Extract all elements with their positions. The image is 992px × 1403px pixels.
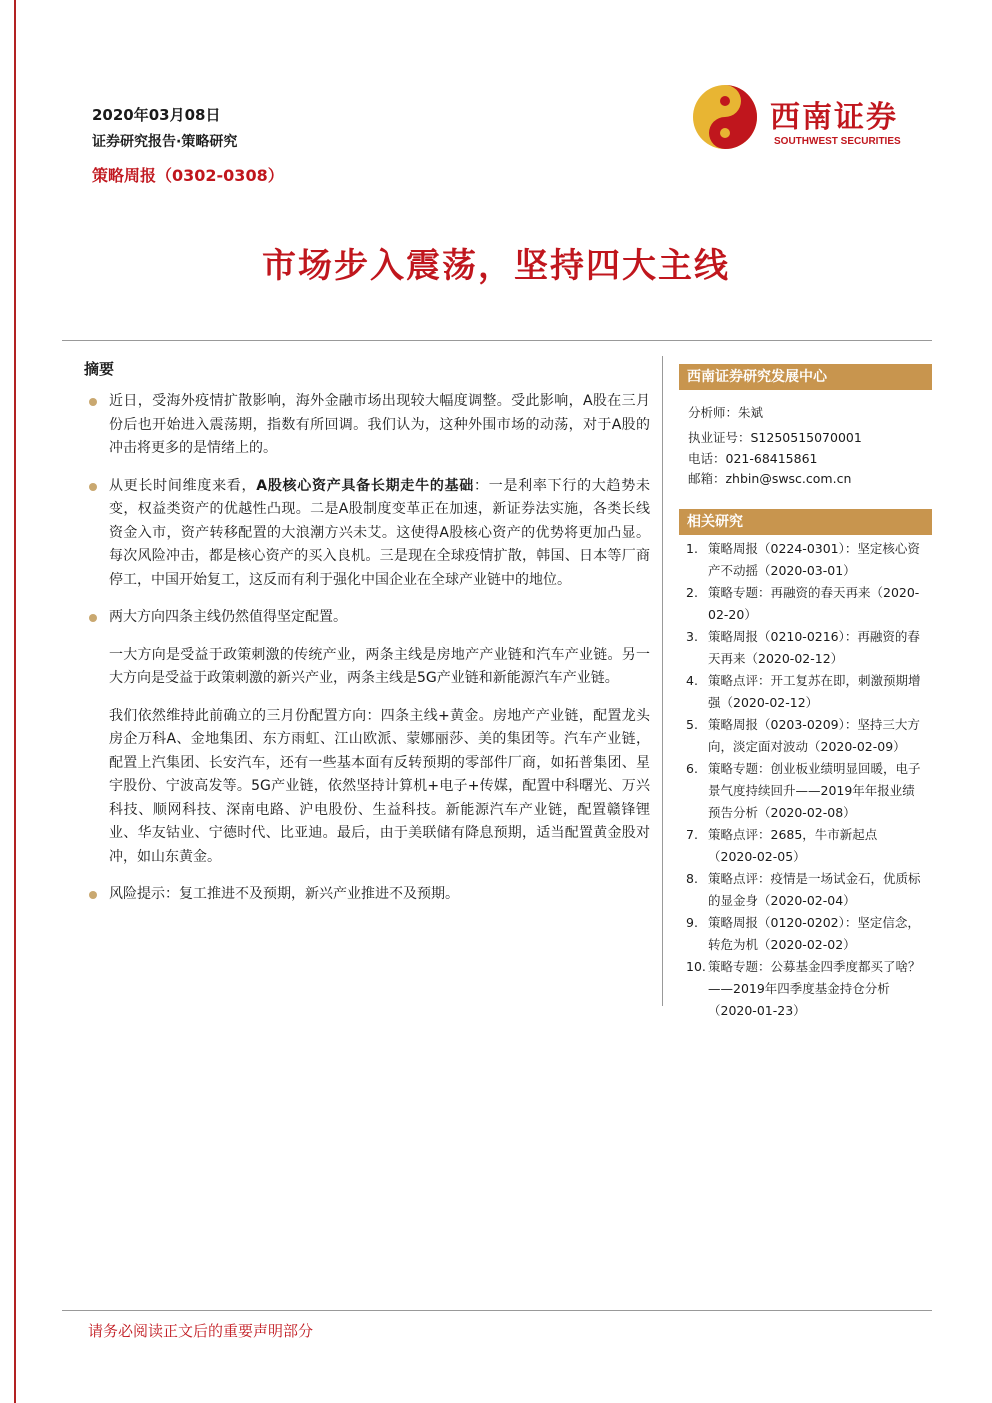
item-text: 策略周报（0120-0202）：坚定信念，转危为机（2020-02-02） <box>708 915 920 952</box>
item-text: 策略专题：创业板业绩明显回暖，电子景气度持续回升——2019年年报业绩预告分析（2020-02-08） <box>708 761 921 820</box>
report-type: 证券研究报告·策略研究 <box>92 134 238 150</box>
related-research-item[interactable] <box>686 824 926 868</box>
abstract-paragraph <box>84 390 650 461</box>
item-number: 3. <box>686 629 698 644</box>
bullet-icon <box>89 483 97 491</box>
item-text: 策略点评：2685，牛市新起点（2020-02-05） <box>708 827 878 864</box>
paragraph-text: 风险提示：复工推进不及预期，新兴产业推进不及预期。 <box>109 886 459 902</box>
related-research-item[interactable] <box>686 670 926 714</box>
related-research-item[interactable] <box>686 582 926 626</box>
research-center-heading: 西南证券研究发展中心 <box>679 364 932 390</box>
item-number: 6. <box>686 761 698 776</box>
paragraph-text: ：一是利率下行的大趋势未变，权益类资产的优越性凸现。二是A股制度变革正在加速，新证券法实施，各类长线资金入市，资产转移配置的大浪潮方兴未艾。这使得A股核心资产的优势将更加凸显。每次风险冲击，都是核心资产的买入良机。三是现在全球疫情扩散，韩国、日本等厂商停工，中国开始复工，这反而有利于强化中国企业在全球产业链中的地位。 <box>109 477 650 588</box>
abstract-paragraph <box>84 705 650 870</box>
footer-divider <box>62 1310 932 1311</box>
paragraph-text: 两大方向四条主线仍然值得坚定配置。 <box>109 609 347 625</box>
abstract-paragraph <box>84 883 650 907</box>
item-text: 策略周报（0224-0301）：坚定核心资产不动摇（2020-03-01） <box>708 541 920 578</box>
logo-mark-icon <box>692 84 758 150</box>
item-text: 策略专题：公募基金四季度都买了啥？——2019年四季度基金持仓分析（2020-01-23） <box>708 959 921 1018</box>
logo-name-en: SOUTHWEST SECURITIES <box>774 136 901 147</box>
item-text: 策略周报（0203-0209）：坚持三大方向，淡定面对波动（2020-02-09） <box>708 717 920 754</box>
bullet-icon <box>89 398 97 406</box>
abstract-heading: 摘要 <box>84 360 115 378</box>
item-number: 8. <box>686 871 698 886</box>
abstract-paragraph <box>84 475 650 593</box>
item-text: 策略周报（0210-0216）：再融资的春天再来（2020-02-12） <box>708 629 920 666</box>
paragraph-text: 近日，受海外疫情扩散影响，海外金融市场出现较大幅度调整。受此影响，A股在三月份后也开始进入震荡期，指数有所回调。我们认为，这种外围市场的动荡，对于A股的冲击将更多的是情绪上的。 <box>109 393 650 456</box>
related-research-heading: 相关研究 <box>679 509 932 535</box>
item-number: 9. <box>686 915 698 930</box>
analyst-name: 分析师：朱斌 <box>688 405 764 420</box>
analyst-license: 执业证号：S1250515070001 <box>688 430 862 445</box>
bullet-icon <box>89 614 97 622</box>
related-research-item[interactable] <box>686 956 926 1022</box>
report-series: 策略周报（0302-0308） <box>92 166 284 185</box>
item-number: 5. <box>686 717 698 732</box>
paragraph-text: 一大方向是受益于政策刺激的传统产业，两条主线是房地产产业链和汽车产业链。另一大方向是受益于政策刺激的新兴产业，两条主线是5G产业链和新能源汽车产业链。 <box>109 646 650 686</box>
item-text: 策略点评：开工复苏在即，刺激预期增强（2020-02-12） <box>708 673 921 710</box>
page-left-border <box>14 0 16 1403</box>
column-divider <box>662 356 663 1006</box>
item-number: 10. <box>686 959 706 974</box>
item-number: 2. <box>686 585 698 600</box>
related-research-item[interactable] <box>686 758 926 824</box>
title-divider <box>62 340 932 341</box>
abstract-paragraph <box>84 606 650 630</box>
related-research-item[interactable] <box>686 912 926 956</box>
related-research-item[interactable] <box>686 538 926 582</box>
item-number: 1. <box>686 541 698 556</box>
analyst-email: 邮箱：zhbin@swsc.com.cn <box>688 471 852 486</box>
related-research-list <box>686 538 926 1022</box>
item-text: 策略点评：疫情是一场试金石，优质标的显金身（2020-02-04） <box>708 871 921 908</box>
item-number: 7. <box>686 827 698 842</box>
bullet-icon <box>89 891 97 899</box>
paragraph-text: 从更长时间维度来看， <box>109 477 257 494</box>
related-research-item[interactable] <box>686 714 926 758</box>
report-title: 市场步入震荡，坚持四大主线 <box>262 246 730 286</box>
abstract-body <box>84 390 650 921</box>
related-research-item[interactable] <box>686 868 926 912</box>
report-date: 2020年03月08日 <box>92 106 221 124</box>
related-research-item[interactable] <box>686 626 926 670</box>
logo-name-cn: 西南证券 <box>770 100 898 135</box>
abstract-paragraph <box>84 644 650 691</box>
company-logo <box>692 84 932 152</box>
paragraph-text: 我们依然维持此前确立的三月份配置方向：四条主线+黄金。房地产产业链，配置龙头房企万科A、金地集团、东方雨虹、江山欧派、蒙娜丽莎、美的集团等。汽车产业链，配置上汽集团、长安汽车，还有一些基本面有反转预期的零部件厂商，如拓普集团、星宇股份、宁波高发等。5G产业链，依然坚持计算机+电子+传媒，配置中科曙光、万兴科技、顺网科技、深南电路、沪电股份、生益科技。新能源汽车产业链，配置赣锋锂业、华友钴业、宁德时代、比亚迪。最后，由于美联储有降息预期，适当配置黄金股对冲，如山东黄金。 <box>109 707 650 865</box>
footer-notice: 请务必阅读正文后的重要声明部分 <box>88 1322 314 1340</box>
analyst-phone: 电话：021-68415861 <box>688 451 818 466</box>
item-number: 4. <box>686 673 698 688</box>
paragraph-emphasis: A股核心资产具备长期走牛的基础 <box>256 477 474 494</box>
item-text: 策略专题：再融资的春天再来（2020-02-20） <box>708 585 920 622</box>
